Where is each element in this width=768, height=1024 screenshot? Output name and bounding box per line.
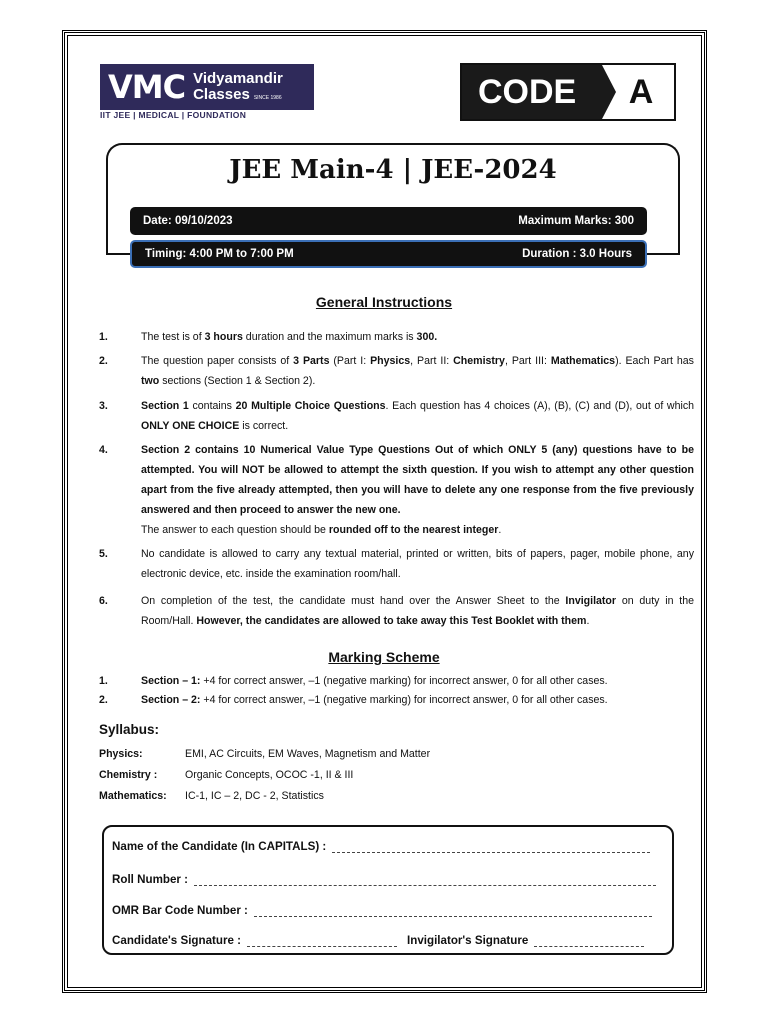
syllabus-subject: Mathematics:: [99, 790, 167, 802]
instruction-number: 5.: [99, 548, 108, 560]
syllabus-row-physics: [99, 748, 430, 760]
marking-label: Section – 2:: [141, 694, 201, 706]
code-badge: [460, 63, 676, 121]
frame-line-right: [647, 253, 680, 255]
code-label: CODE: [462, 65, 602, 119]
syllabus-heading: Syllabus:: [99, 722, 160, 737]
instruction-number: 1.: [99, 331, 108, 343]
marking-item-2: [99, 694, 608, 706]
instruction-6: [99, 591, 694, 631]
marking-number: 1.: [99, 675, 108, 687]
invigilator-signature-label: Invigilator's Signature: [407, 934, 529, 947]
general-instructions-heading: General Instructions: [315, 294, 453, 310]
date-bar: [130, 207, 647, 235]
instruction-number: 6.: [99, 595, 108, 607]
logo-since: SINCE 1986: [253, 95, 282, 101]
vmc-logo: [100, 64, 314, 110]
instruction-number: 2.: [99, 355, 108, 367]
instruction-4: [99, 440, 694, 540]
syllabus-topics: IC-1, IC – 2, DC - 2, Statistics: [185, 790, 324, 802]
instruction-text: No candidate is allowed to carry any textual material, printed or written, bits of papers, pager, mobile phone, any electronic device, etc. inside the examination room/hall.: [141, 548, 694, 580]
signature-row: [112, 934, 644, 947]
logo-name-line2: Classes: [193, 86, 250, 103]
marking-number: 2.: [99, 694, 108, 706]
candidate-name-label: Name of the Candidate (In CAPITALS) :: [112, 840, 327, 853]
marking-text: +4 for correct answer, –1 (negative marking) for incorrect answer, 0 for all other cases.: [200, 694, 608, 706]
marking-scheme-heading: Marking Scheme: [328, 649, 440, 665]
syllabus-subject: Chemistry :: [99, 769, 158, 781]
syllabus-topics: EMI, AC Circuits, EM Waves, Magnetism and Matter: [185, 748, 431, 760]
instruction-2: [99, 351, 694, 391]
logo-tagline: IIT JEE | MEDICAL | FOUNDATION: [100, 110, 247, 120]
syllabus-topics: Organic Concepts, OCOC -1, II & III: [185, 769, 354, 781]
logo-name-line1: Vidyamandir: [193, 70, 283, 88]
marking-text: +4 for correct answer, –1 (negative marking) for incorrect answer, 0 for all other cases.: [200, 675, 608, 687]
syllabus-row-mathematics: [99, 790, 324, 802]
omr-field[interactable]: [254, 907, 652, 917]
instruction-text: The test is of 3 hours duration and the maximum marks is 300.: [141, 331, 438, 343]
instruction-text: Section 1 contains 20 Multiple Choice Questions. Each question has 4 choices (A), (B), (C) and (D), out of which ONLY ONE CHOICE is correct.: [141, 400, 695, 432]
omr-label: OMR Bar Code Number :: [112, 904, 248, 917]
instruction-text: On completion of the test, the candidate must hand over the Answer Sheet to the Invigilator on duty in the Room/Hall. However, the candidates are allowed to take away this Test Booklet with them.: [141, 595, 694, 627]
logo-brand: VMC: [108, 68, 186, 106]
exam-timing: Timing: 4:00 PM to 7:00 PM: [145, 248, 294, 260]
instruction-1: [99, 327, 694, 347]
exam-duration: Duration : 3.0 Hours: [522, 248, 632, 260]
instruction-number: 3.: [99, 400, 108, 412]
instruction-number: 4.: [99, 444, 108, 456]
exam-date: Date: 09/10/2023: [143, 215, 233, 227]
exam-title: JEE Main-4 | JEE-2024: [229, 155, 557, 185]
frame-line-left: [106, 253, 130, 255]
max-marks: Maximum Marks: 300: [518, 215, 634, 227]
code-letter: A: [628, 72, 654, 111]
roll-number-field[interactable]: [194, 876, 656, 886]
instruction-text: Section 2 contains 10 Numerical Value Type Questions Out of which ONLY 5 (any) questions have to be attempted. You will NOT be allowed to attempt the sixth question. If you wish to attempt any other question apart from the five already attempted, then you will have to delete any one response from the five previously answered and then proceed to answer the new one. The answer to each question should be rounded off to the nearest integer.: [141, 444, 694, 536]
syllabus-row-chemistry: [99, 769, 353, 781]
syllabus-subject: Physics:: [99, 748, 143, 760]
omr-row: [112, 904, 652, 917]
roll-number-label: Roll Number :: [112, 873, 189, 886]
marking-label: Section – 1:: [141, 675, 201, 687]
marking-item-1: [99, 675, 608, 687]
instruction-5: [99, 544, 694, 584]
candidate-signature-label: Candidate's Signature :: [112, 934, 242, 947]
invigilator-signature-field[interactable]: [534, 937, 644, 947]
instruction-text: The question paper consists of 3 Parts (Part I: Physics, Part II: Chemistry, Part III: Mathematics). Each Part has two sections (Section 1 & Section 2).: [141, 355, 694, 387]
roll-number-row: [112, 873, 656, 886]
candidate-signature-field[interactable]: [247, 937, 397, 947]
instruction-3: [99, 396, 694, 436]
candidate-name-row: [112, 840, 650, 853]
candidate-name-field[interactable]: [332, 843, 650, 853]
timing-bar: [130, 240, 647, 268]
